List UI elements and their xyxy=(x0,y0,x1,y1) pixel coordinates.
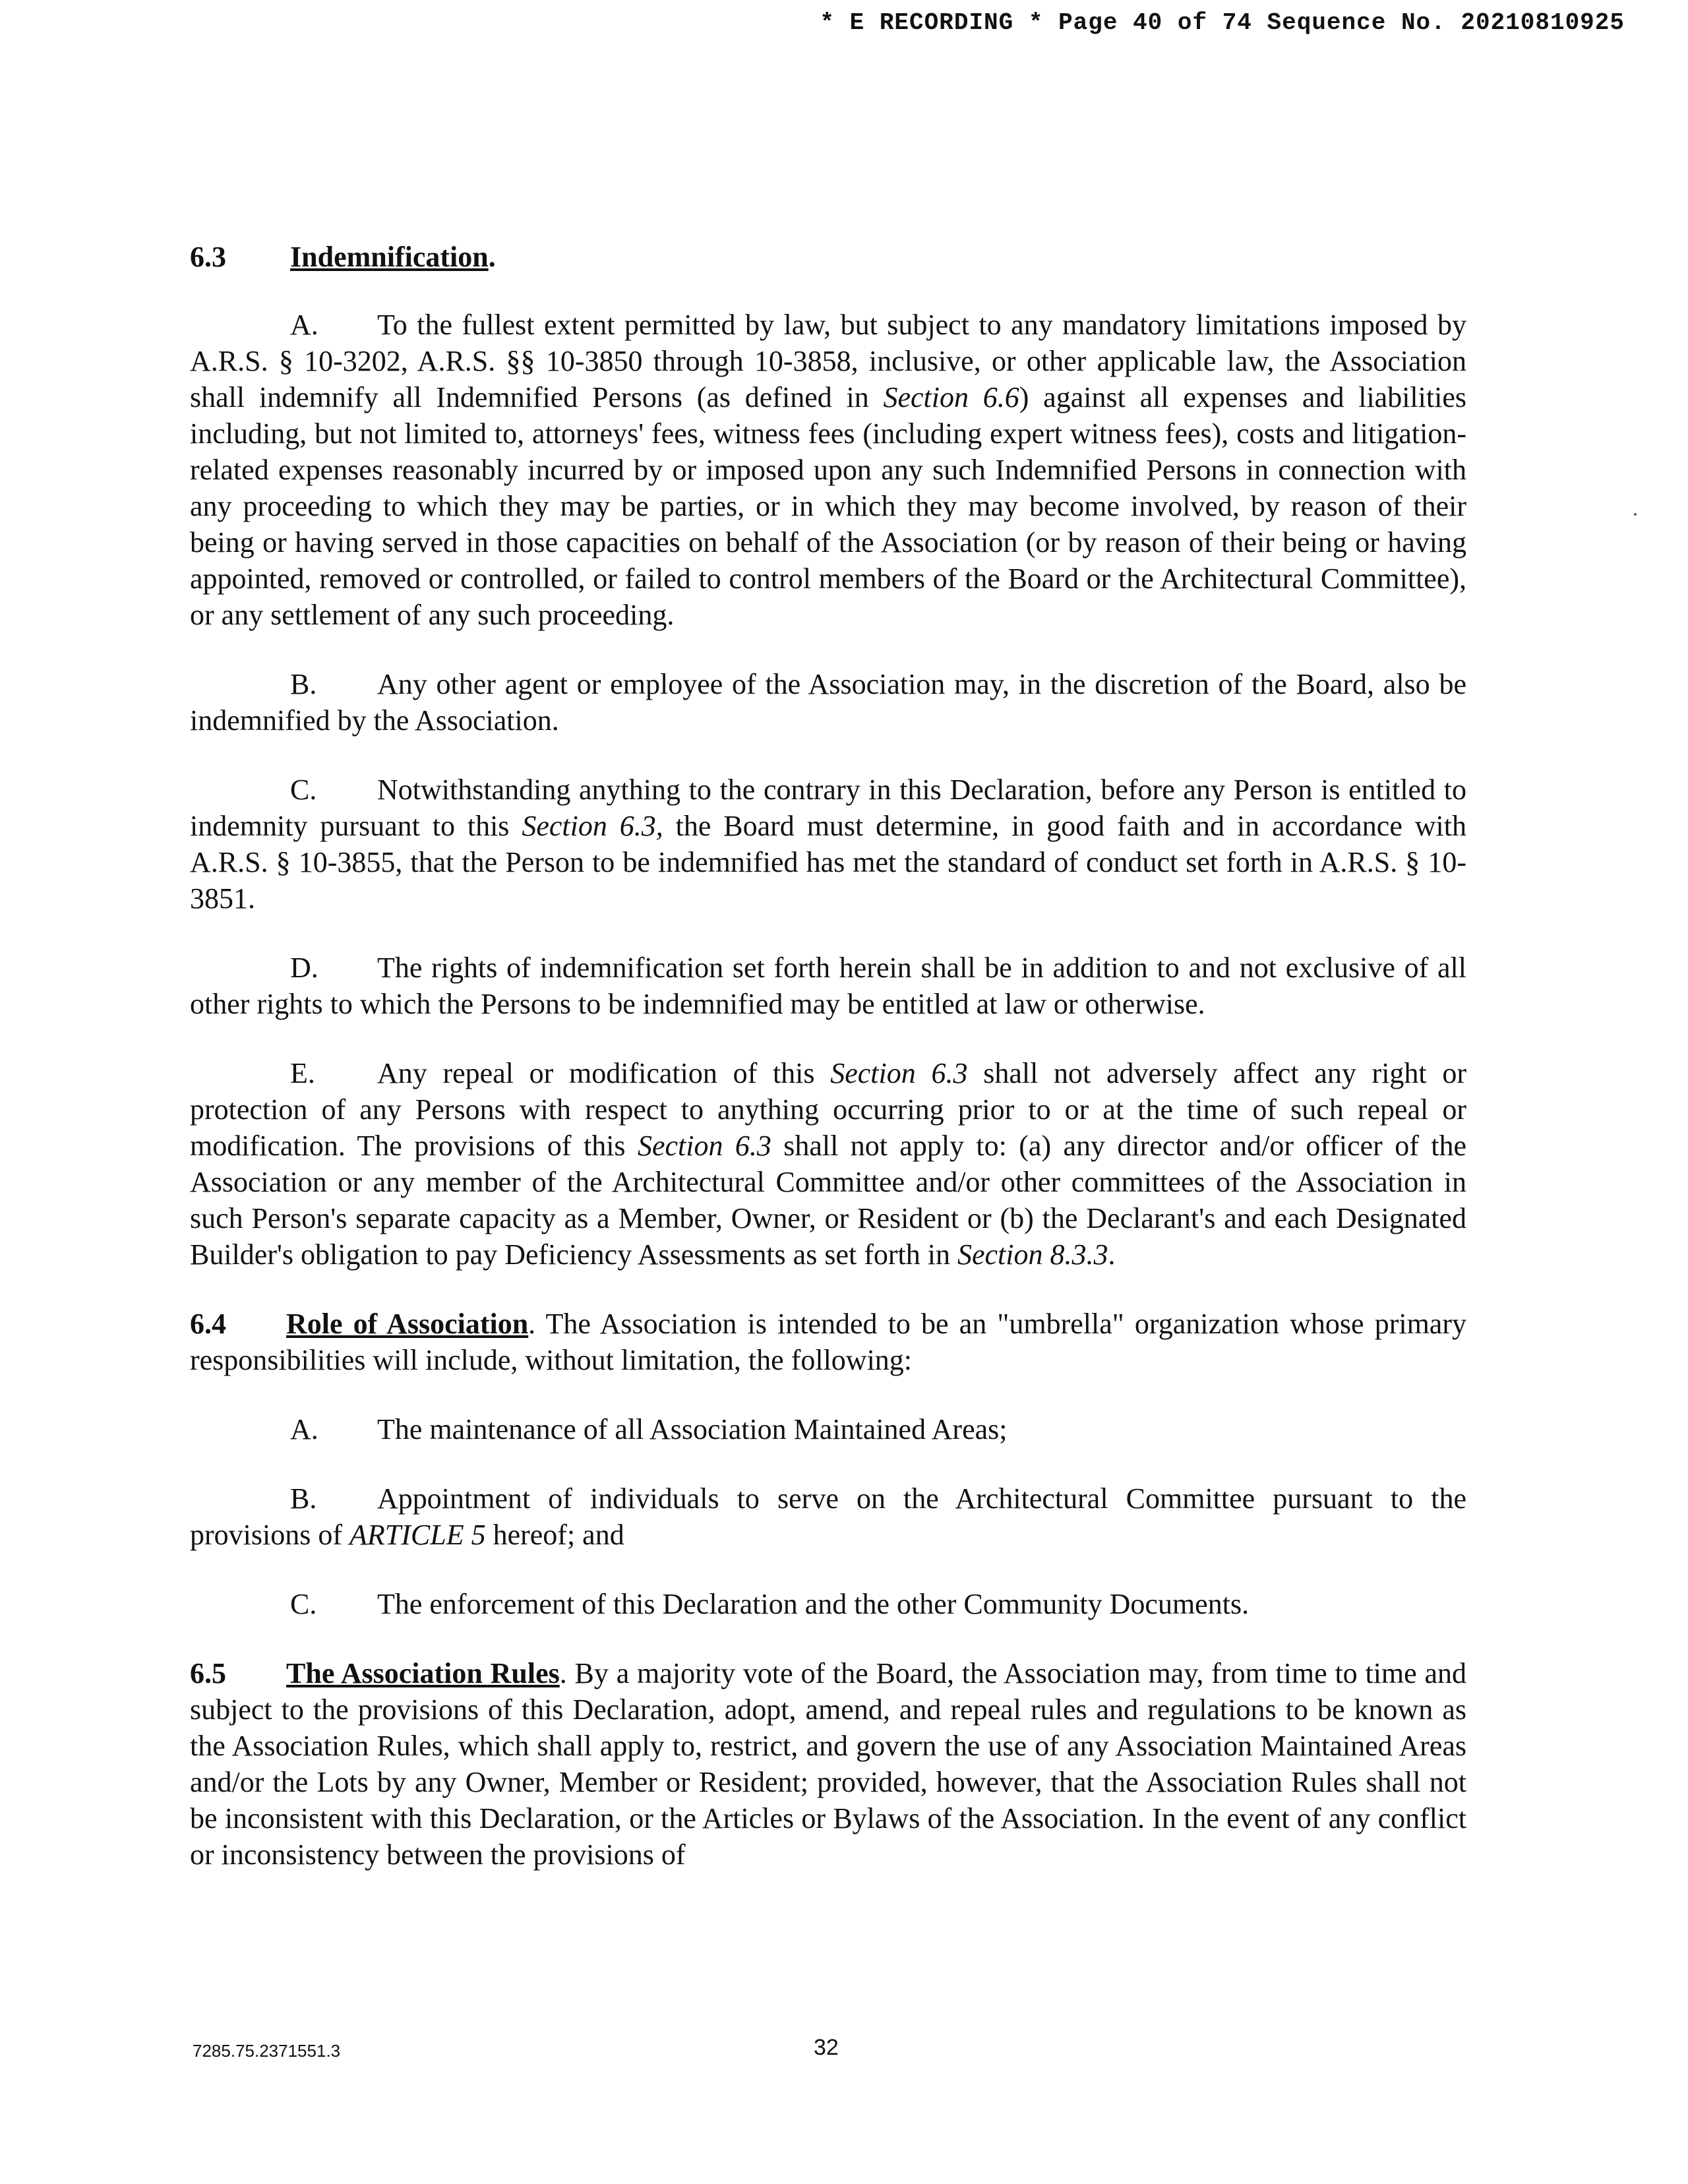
paragraph-letter: D. xyxy=(290,952,318,984)
paragraph-6-3-b xyxy=(190,666,1466,739)
paragraph-text: Appointment of individuals to serve on the Architectural Committee pursuant to the provisions of xyxy=(190,1482,1466,1551)
section-text: . The Association is intended to be an "umbrella" organization whose primary responsibilities will include, without limitation, the following: xyxy=(190,1308,1466,1376)
section-reference: Section 6.3 xyxy=(637,1130,771,1162)
document-body xyxy=(190,239,1466,1906)
paragraph-letter: A. xyxy=(290,309,318,341)
section-title-period: . xyxy=(488,241,496,273)
paragraph-text: shall not apply to: (a) any director and/or officer of the Association or any member of the Architectural Committee and/or other committees of the Association in such Person's separate capacity as a Member, Owner, or Resident or (b) the Declarant's and each Designated Builder's obligation to pay Deficiency Assessments as set forth in xyxy=(190,1130,1466,1271)
paragraph-text: The enforcement of this Declaration and the other Community Documents. xyxy=(377,1588,1250,1620)
paragraph-6-3-d xyxy=(190,950,1466,1022)
paragraph-text: To the fullest extent permitted by law, but subject to any mandatory limitations imposed by A.R.S. § 10-3202, A.R.S. §§ 10-3850 through 10-3858, inclusive, or other applicable law, the Association shall indemnify all Indemnified Persons (as defined in xyxy=(190,309,1466,413)
paragraph-6-3-e xyxy=(190,1055,1466,1273)
paragraph-letter: A. xyxy=(290,1413,318,1445)
section-reference: Section 6.3 xyxy=(830,1057,968,1089)
paragraph-letter: C. xyxy=(290,774,317,806)
scan-speck xyxy=(1634,513,1637,516)
list-item-6-4-a xyxy=(190,1411,1466,1447)
paragraph-text: The maintenance of all Association Maintained Areas; xyxy=(377,1413,1008,1445)
paragraph-text: The rights of indemnification set forth herein shall be in addition to and not exclusive of all other rights to which the Persons to be indemnified may be entitled at law or otherwise. xyxy=(190,952,1466,1020)
list-item-6-4-b xyxy=(190,1480,1466,1553)
section-number: 6.5 xyxy=(190,1657,226,1689)
paragraph-text: Any repeal or modification of this xyxy=(377,1057,831,1089)
paragraph-text: Any other agent or employee of the Association may, in the discretion of the Board, also be indemnified by the Association. xyxy=(190,668,1466,737)
paragraph-letter: B. xyxy=(290,668,317,700)
paragraph-6-3-a xyxy=(190,307,1466,633)
section-number: 6.4 xyxy=(190,1308,226,1340)
section-title: The Association Rules xyxy=(286,1657,560,1689)
paragraph-text: shall not adversely affect any right or protection of any Persons with respect to anything occurring prior to or at the time of such repeal or modification. The provisions of this xyxy=(190,1057,1467,1162)
section-number: 6.3 xyxy=(190,241,226,273)
paragraph-letter: E. xyxy=(290,1057,315,1089)
section-reference: Section 6.6 xyxy=(883,381,1019,413)
article-reference: ARTICLE 5 xyxy=(349,1519,486,1551)
paragraph-text: . xyxy=(1108,1238,1116,1271)
paragraph-text: hereof; and xyxy=(485,1519,624,1551)
section-6-5 xyxy=(190,1655,1466,1873)
section-title: Indemnification xyxy=(290,241,489,273)
paragraph-letter: B. xyxy=(290,1482,317,1515)
footer-document-id: 7285.75.2371551.3 xyxy=(193,2041,341,2061)
paragraph-letter: C. xyxy=(290,1588,317,1620)
footer-page-number: 32 xyxy=(814,2035,839,2060)
paragraph-text: the Board must determine, in good faith and in accordance with A.R.S. § 10-3855, that the Person to be indemnified has met the standard of conduct set forth in A.R.S. § 10-3851. xyxy=(190,810,1466,915)
section-reference: Section 8.3.3 xyxy=(957,1238,1108,1271)
section-6-4 xyxy=(190,1306,1466,1378)
section-text: . By a majority vote of the Board, the Association may, from time to time and subject to the provisions of this Declaration, adopt, amend, and repeal rules and regulations to be known as the Association Rules, which shall apply to, restrict, and govern the use of any Association Maintained Areas and/or the Lots by any Owner, Member or Resident; provided, however, that the Association Rules shall not be inconsistent with this Declaration, or the Articles or Bylaws of the Association. In the event of any conflict or inconsistency between the provisions of xyxy=(190,1657,1467,1871)
paragraph-text: ) against all expenses and liabilities including, but not limited to, attorneys' fees, witness fees (including expert witness fees), costs and litigation-related expenses reasonably incurred by or imposed upon any such Indemnified Persons in connection with any proceeding to which they may be parties, or in which they may become involved, by reason of their being or having served in those capacities on behalf of the Association (or by reason of their being or having appointed, removed or controlled, or failed to control members of the Board or the Architectural Committee), or any settlement of any such proceeding. xyxy=(190,381,1466,631)
paragraph-6-3-c xyxy=(190,772,1466,917)
paragraph-text: Notwithstanding anything to the contrary in this Declaration, before any Person is entitled to indemnity pursuant to this xyxy=(190,774,1466,842)
section-title: Role of Association xyxy=(286,1308,529,1340)
list-item-6-4-c xyxy=(190,1586,1466,1622)
section-reference: Section 6.3, xyxy=(522,810,663,842)
section-heading-6-3 xyxy=(190,239,1466,275)
recording-header: * E RECORDING * Page 40 of 74 Sequence No. 20210810925 xyxy=(820,9,1625,36)
